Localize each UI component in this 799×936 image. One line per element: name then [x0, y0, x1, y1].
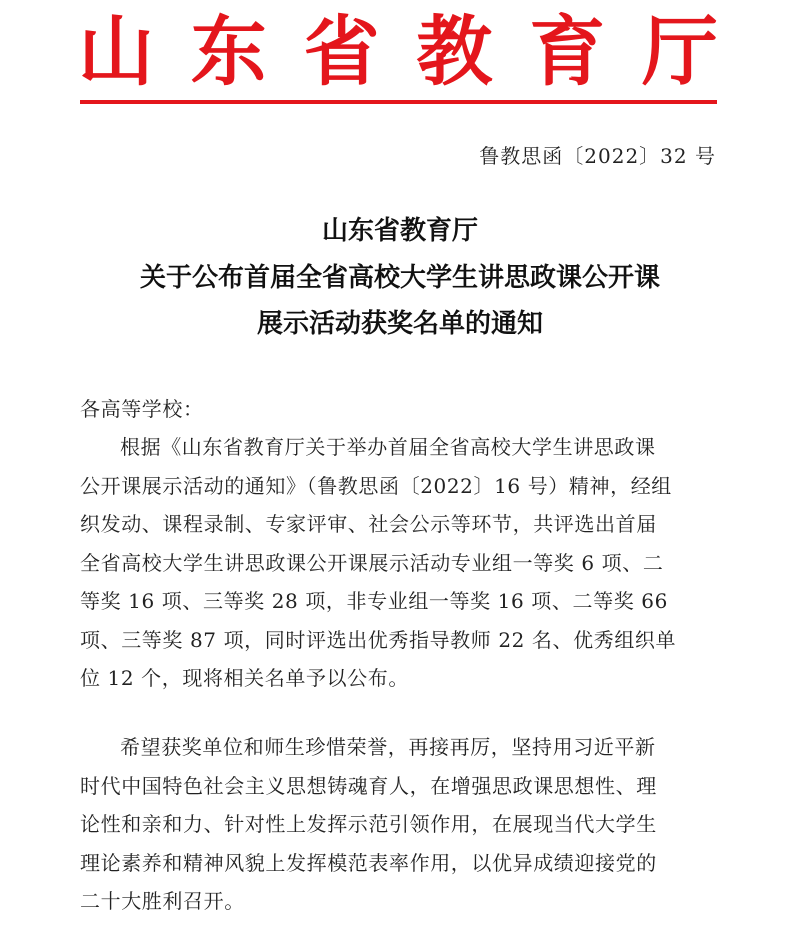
- red-divider: [80, 100, 717, 104]
- paragraph-line: 项、三等奖 87 项，同时评选出优秀指导教师 22 名、优秀组织单: [80, 627, 677, 652]
- title-line-1: 山东省教育厅: [321, 216, 478, 246]
- paragraph-line: 位 12 个，现将相关名单予以公布。: [80, 666, 409, 690]
- title-line-2: 关于公布首届全省高校大学生讲思政课公开课: [139, 263, 660, 293]
- paragraph-2: [80, 728, 720, 921]
- masthead: [78, 4, 718, 99]
- masthead-char: 省: [303, 7, 380, 96]
- masthead-char: 厅: [641, 7, 718, 96]
- paragraph-line: 希望获奖单位和师生珍惜荣誉，再接再厉，坚持用习近平新: [120, 735, 656, 759]
- paragraph-1: [80, 428, 720, 698]
- masthead-char: 教: [416, 7, 493, 96]
- paragraph-line: 论性和亲和力、针对性上发挥示范引领作用，在展现当代大学生: [80, 812, 657, 836]
- paragraph-line: 全省高校大学生讲思政课公开课展示活动专业组一等奖 6 项、二: [80, 550, 664, 575]
- paragraph-line: 公开课展示活动的通知》（鲁教思函〔2022〕16 号）精神，经组: [80, 473, 672, 498]
- salutation: 各高等学校：: [80, 397, 204, 421]
- masthead-char: 山: [78, 7, 154, 96]
- document-number: 鲁教思函〔2022〕32 号: [479, 144, 716, 168]
- paragraph-line: 织发动、课程录制、专家评审、社会公示等环节，共评选出首届: [80, 512, 657, 536]
- paragraph-line: 二十大胜利召开。: [80, 889, 245, 913]
- paragraph-line: 根据《山东省教育厅关于举办首届全省高校大学生讲思政课: [120, 435, 656, 459]
- masthead-char: 育: [529, 7, 606, 96]
- paragraph-line: 理论素养和精神风貌上发挥模范表率作用，以优异成绩迎接党的: [80, 850, 657, 875]
- paragraph-line: 等奖 16 项、三等奖 28 项，非专业组一等奖 16 项、二等奖 66: [80, 589, 668, 613]
- paragraph-line: 时代中国特色社会主义思想铸魂育人，在增强思政课思想性、理: [80, 773, 657, 798]
- masthead-char: 东: [190, 7, 267, 96]
- title-line-3: 展示活动获奖名单的通知: [256, 309, 543, 339]
